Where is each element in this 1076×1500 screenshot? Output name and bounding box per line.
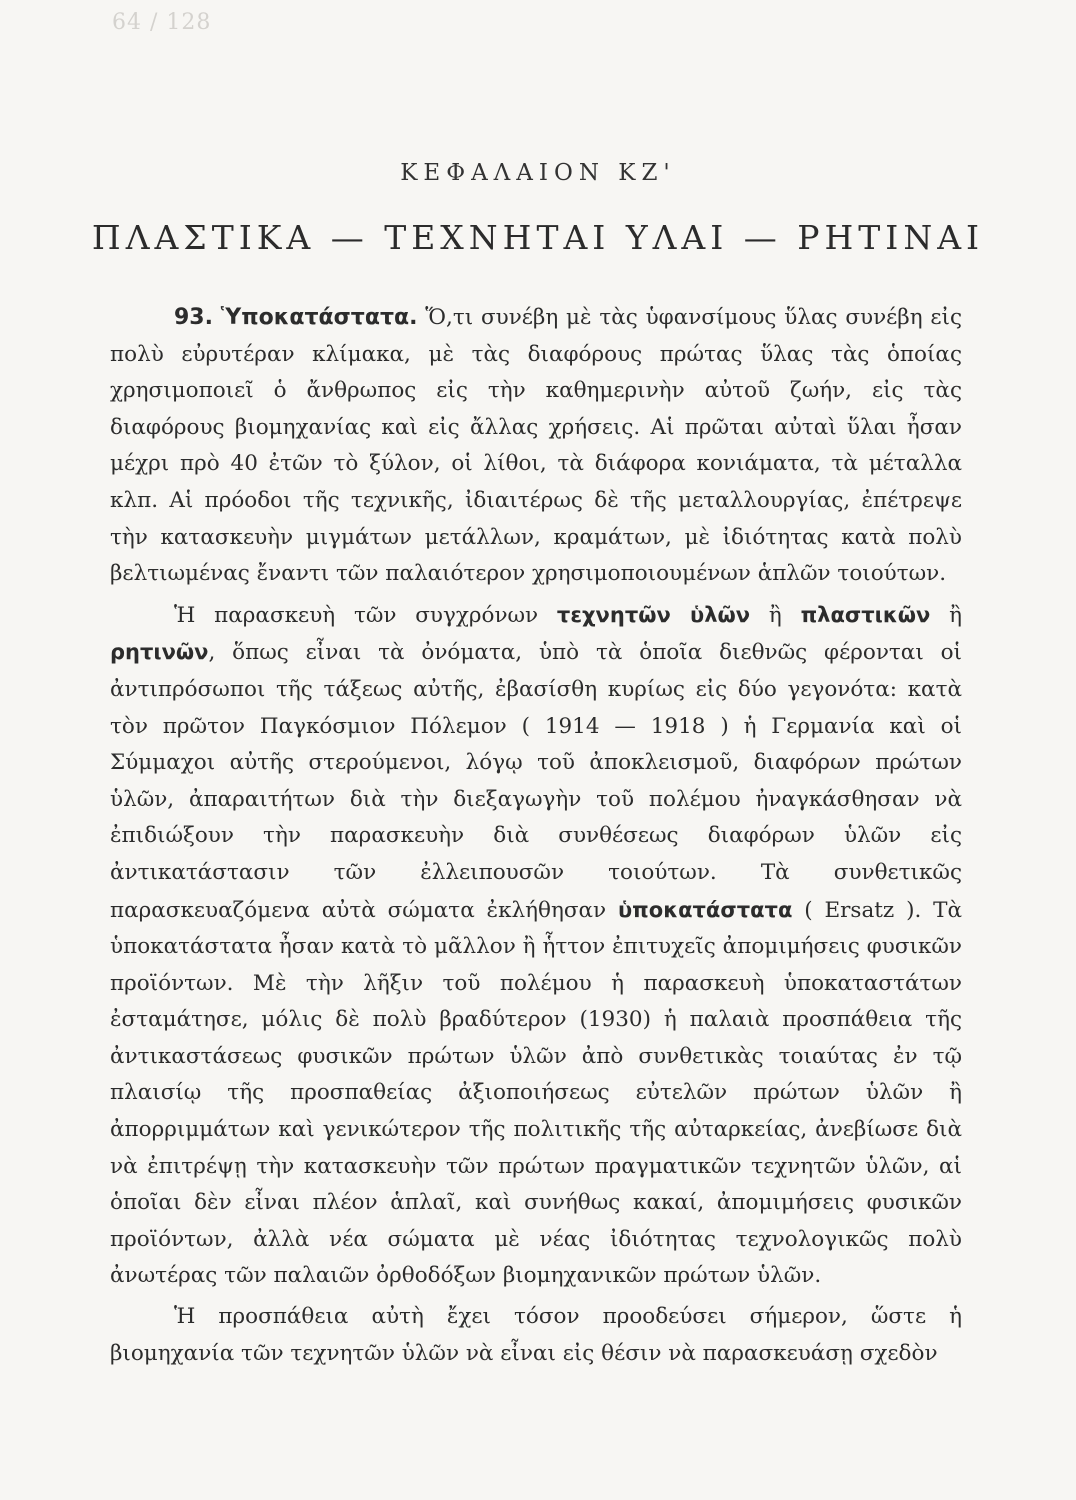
term-technetes-ylai: τεχνητῶν ὑλῶν [556, 602, 751, 627]
chapter-title: ΠΛΑΣΤΙΚΑ — ΤΕΧΝΗΤΑΙ ΥΛΑΙ — ΡΗΤΙΝΑΙ [91, 218, 985, 257]
p2-text-e: ἢ [930, 602, 962, 628]
page-number: 64 / 128 [112, 10, 212, 35]
p2-text-c: ἢ [750, 602, 801, 628]
paragraph-3 [110, 1299, 962, 1372]
paragraph-1-text: Ὅ,τι συνέβη μὲ τὰς ὑφανσίμους ὕλας συνέβη εἰς πολὺ εὐρυτέραν κλίμακα, μὲ τὰς διαφόρους πρώτας ὕλας τὰς ὁποίας χρησιμοποιεῖ ὁ ἄνθρωπος εἰς τὴν καθημερινὴν αὐτοῦ ζωήν, εἰς τὰς διαφόρους βιομηχανίας καὶ εἰς ἄλλας χρήσεις. Αἱ πρῶται αὐταὶ ὕλαι ἦσαν μέχρι πρὸ 40 ἐτῶν τὸ ξύλον, οἱ λίθοι, τὰ διάφορα κονιάματα, τὰ μέταλλα κλπ. Αἱ πρόοδοι τῆς τεχνικῆς, ἰδιαιτέρως δὲ τῆς μεταλλουργίας, ἐπέτρεψε τὴν κατασκευὴν μιγμάτων μετάλλων, κραμάτων, μὲ ἰδιότητας κατὰ πολὺ βελτιωμένας ἔναντι τῶν παλαιότερον χρησιμοποιουμένων ἁπλῶν τοιούτων. [110, 305, 962, 587]
chapter-label: ΚΕΦΑΛΑΙΟΝ ΚΖ' [400, 160, 676, 186]
body-text [110, 300, 962, 1372]
paragraph-2 [110, 597, 962, 1295]
section-number: 93. [174, 305, 213, 330]
p2-text-i: ( Ersatz ). Τὰ ὑποκατάστατα ἦσαν κατὰ τὸ μᾶλλον ἢ ἧττον ἐπιτυχεῖς ἀπομιμήσεις φυσικῶν προϊόντων. Μὲ τὴν λῆξιν τοῦ πολέμου ἡ παρασκευὴ ὑποκαταστάτων ἐσταμάτησε, μόλις δὲ πολὺ βραδύτερον (1930) ἡ παλαιὰ προσπάθεια τῆς ἀντικαστάσεως φυσικῶν πρώτων ὑλῶν ἀπὸ συνθετικὰς τοιαύτας ἐν τῷ πλαισίῳ τῆς προσπαθείας ἀξιοποιήσεως εὐτελῶν πρώτων ὑλῶν ἢ ἀπορριμμάτων καὶ γενικώτερον τῆς πολιτικῆς τῆς αὐταρκείας, ἀνεβίωσε διὰ νὰ ἐπιτρέψῃ τὴν κατασκευὴν τῶν πρώτων πραγματικῶν τεχνητῶν ὑλῶν, αἱ ὁποῖαι δὲν εἶναι πλέον ἁπλαῖ, καὶ συνήθως κακαί, ἀπομιμήσεις φυσικῶν προϊόντων, ἀλλὰ νέα σώματα μὲ νέας ἰδιότητας τεχνολογικῶς πολὺ ἀνωτέρας τῶν παλαιῶν ὀρθοδόξων βιομηχανικῶν πρώτων ὑλῶν. [110, 897, 962, 1289]
paragraph-1 [110, 300, 962, 593]
term-plastika: πλαστικῶν [800, 602, 931, 627]
section-title: Ὑποκατάστατα. [220, 305, 418, 330]
p2-text-a: Ἡ παρασκευὴ τῶν συγχρόνων [174, 602, 557, 628]
term-rhetinai: ρητινῶν [110, 640, 209, 665]
term-ypokatastata: ὑποκατάστατα [617, 897, 793, 922]
p2-text-g: , ὅπως εἶναι τὰ ὀνόματα, ὑπὸ τὰ ὁποῖα διεθνῶς φέρονται οἱ ἀντιπρόσωποι τῆς τάξεως αὐτῆς, ἐβασίσθη κυρίως εἰς δύο γεγονότα: κατὰ τὸν πρῶτον Παγκόσμιον Πόλεμον ( 1914 — 1918 ) ἡ Γερμανία καὶ οἱ Σύμμαχοι αὐτῆς στερούμενοι, λόγῳ τοῦ ἀποκλεισμοῦ, διαφόρων πρώτων ὑλῶν, ἀπαραιτήτων διὰ τὴν διεξαγωγὴν τοῦ πολέμου ἠναγκάσθησαν νὰ ἐπιδιώξουν τὴν παρασκευὴν διὰ συνθέσεως διαφόρων ὑλῶν εἰς ἀντικατάστασιν τῶν ἐλλειπουσῶν τοιούτων. Τὰ συνθετικῶς παρασκευαζόμενα αὐτὰ σώματα ἐκλήθησαν [110, 640, 962, 923]
p3-text: Ἡ προσπάθεια αὐτὴ ἔχει τόσον προοδεύσει σήμερον, ὥστε ἡ βιομηχανία τῶν τεχνητῶν ὑλῶν νὰ εἶναι εἰς θέσιν νὰ παρασκευάσῃ σχεδὸν [110, 1304, 962, 1366]
